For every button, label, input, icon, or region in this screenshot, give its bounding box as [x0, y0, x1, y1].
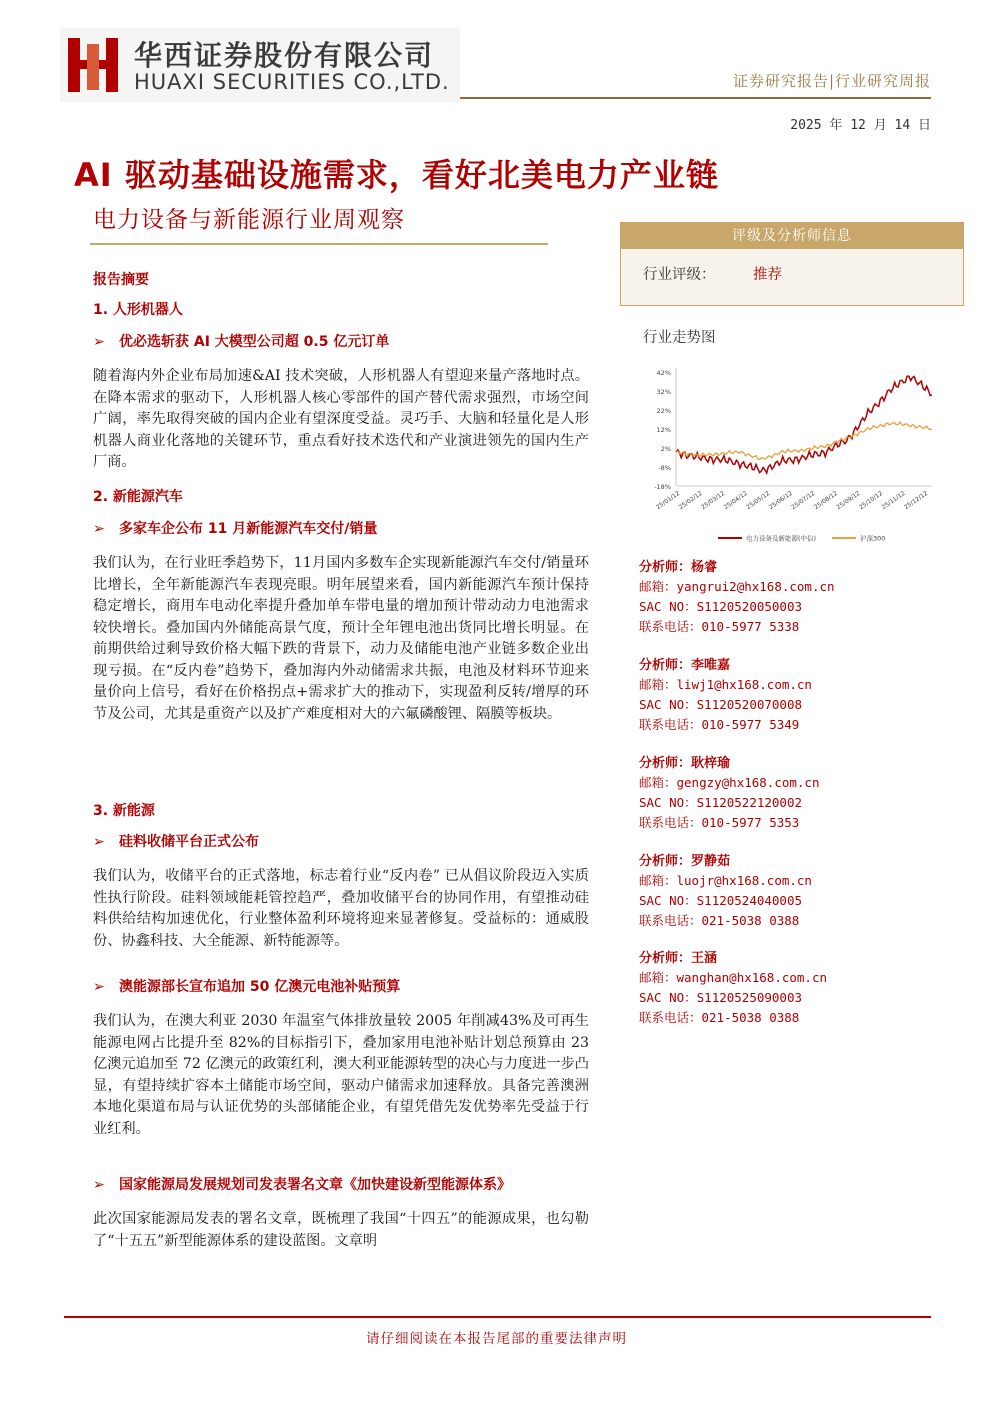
company-name-en: HUAXI SECURITIES CO.,LTD.: [134, 70, 450, 94]
trend-chart-title: 行业走势图: [643, 330, 716, 346]
header-divider: [460, 97, 931, 99]
analyst-name: 分析师：杨睿: [639, 560, 718, 575]
x-tick-label: 25/01/12: [655, 489, 682, 512]
bullet-text: 澳能源部长宣布追加 50 亿澳元电池补贴预算: [119, 979, 401, 995]
x-tick-label: 25/07/12: [790, 489, 817, 512]
subtitle-divider: [90, 243, 548, 245]
huaxi-logo-icon: [66, 34, 120, 94]
analyst-name: 分析师：耿梓瑜: [639, 756, 731, 771]
rating-box-title: 评级及分析师信息: [621, 223, 963, 249]
analyst-sac-number: SAC NO：S1120524040005: [639, 893, 803, 908]
x-tick-label: 25/03/12: [700, 489, 727, 512]
section-title: 2. 新能源汽车: [93, 489, 183, 505]
report-title: AI 驱动基础设施需求，看好北美电力产业链: [74, 156, 719, 194]
rating-value: 推荐: [753, 267, 782, 283]
x-tick-label: 25/10/12: [857, 489, 885, 512]
bullet-heading: [93, 518, 377, 538]
y-tick-label: -18%: [654, 483, 671, 491]
section-title: 3. 新能源: [93, 803, 155, 819]
company-logo: [60, 28, 460, 102]
bullet-text: 优必选斩获 AI 大模型公司超 0.5 亿元订单: [119, 334, 390, 350]
footer-divider: [64, 1316, 931, 1318]
y-tick-label: 12%: [656, 426, 671, 434]
analyst-sac-number: SAC NO：S1120525090003: [639, 990, 803, 1005]
arrow-bullet-icon: ➢: [93, 834, 105, 850]
legend-label: 沪深300: [860, 534, 886, 543]
bullet-heading: [93, 831, 259, 851]
bullet-heading: [93, 331, 389, 351]
report-subtitle: 电力设备与新能源行业周观察: [93, 207, 405, 233]
analyst-email: 邮箱：gengzy@hx168.com.cn: [639, 775, 820, 790]
analyst-name: 分析师：李唯嘉: [639, 658, 731, 673]
x-tick-label: 25/02/12: [677, 489, 704, 512]
y-tick-label: 42%: [656, 369, 671, 377]
paragraph: 随着海内外企业布局加速&AI 技术突破，人形机器人有望迎来量产落地时点。在降本需求的驱动下，人形机器人核心零部件的国产替代需求强烈，市场空间广阔，率先取得突破的国内企业有望深度受益。灵巧手、大脑和轻量化是人形机器人商业化落地的关键环节，重点看好技术迭代和产业演进领先的国内生产厂商。: [93, 368, 589, 470]
paragraph: 此次国家能源局发表的署名文章，既梳理了我国“十四五”的能源成果，也勾勒了“十五五”新型能源体系的建设蓝图。文章明: [93, 1211, 589, 1249]
y-tick-label: -8%: [658, 464, 671, 472]
report-date: 2025 年 12 月 14 日: [790, 118, 931, 133]
analyst-sac-number: SAC NO：S1120520070008: [639, 697, 803, 712]
rating-box: [620, 222, 964, 306]
company-name-cn: 华西证券股份有限公司: [134, 39, 435, 72]
x-tick-label: 25/06/12: [767, 489, 794, 512]
analyst-email: 邮箱：yangrui2@hx168.com.cn: [639, 579, 835, 594]
y-tick-label: 32%: [656, 388, 671, 396]
y-tick-label: 22%: [656, 407, 671, 415]
analyst-phone: 联系电话：021-5038 0388: [639, 913, 800, 928]
industry-trend-chart: [640, 360, 950, 550]
bullet-text: 国家能源局发展规划司发表署名文章《加快建设新型能源体系》: [119, 1177, 511, 1193]
analyst-phone: 联系电话：010-5977 5353: [639, 815, 800, 830]
report-type: 证券研究报告|行业研究周报: [732, 72, 931, 90]
analyst-email: 邮箱：wanghan@hx168.com.cn: [639, 970, 828, 985]
analyst-name: 分析师：王涵: [639, 951, 718, 966]
x-tick-label: 25/12/12: [903, 489, 930, 512]
footer-disclaimer: 请仔细阅读在本报告尾部的重要法律声明: [366, 1331, 627, 1347]
analyst-sac-number: SAC NO：S1120520050003: [639, 599, 803, 614]
paragraph: 我们认为，在行业旺季趋势下，11月国内多数车企实现新能源汽车交付/销量环比增长，全年新能源汽车表现亮眼。明年展望来看，国内新能源汽车预计保持稳定增长，商用车电动化率提升叠加单车带电量的增加预计带动动力电池需求较快增长。叠加国内外储能高景气度，预计全年锂电池出货同比增长明显。在前期供给过剩导致价格大幅下跌的背景下，动力及储能电池产业链多数企业出现亏损。在“反内卷”趋势下，叠加海内外动储需求共振，电池及材料环节迎来量价向上信号，看好在价格拐点+需求扩大的推动下，实现盈利反转/增厚的环节及公司，尤其是重资产以及扩产难度相对大的六氟磷酸锂、隔膜等板块。: [93, 555, 589, 722]
series-line-csi300: [676, 422, 932, 459]
analyst-phone: 联系电话：010-5977 5349: [639, 717, 800, 732]
legend-label: 电力设备及新能源(中信): [746, 534, 817, 543]
analyst-phone: 联系电话：021-5038 0388: [639, 1010, 800, 1025]
arrow-bullet-icon: ➢: [93, 1177, 105, 1193]
analyst-email: 邮箱：liwj1@hx168.com.cn: [639, 677, 812, 692]
analyst-email: 邮箱：luojr@hx168.com.cn: [639, 873, 812, 888]
arrow-bullet-icon: ➢: [93, 334, 105, 350]
paragraph: 我们认为，在澳大利亚 2030 年温室气体排放量较 2005 年削减43%及可再生能源电网占比提升至 82%的目标指引下，叠加家用电池补贴计划总预算由 23 亿澳元追加至 72 亿澳元的政策红利，澳大利亚能源转型的决心与力度进一步凸显，有望持续扩容本土储能市场空间，驱动户储需求加速释放。具备完善澳洲本地化渠道布局与认证优势的头部储能企业，有望凭借先发优势率先受益于行业红利。: [93, 1013, 589, 1137]
x-tick-label: 25/05/12: [745, 489, 772, 512]
analyst-name: 分析师：罗静茹: [639, 854, 731, 869]
analyst-phone: 联系电话：010-5977 5338: [639, 619, 800, 634]
bullet-heading: [93, 1174, 511, 1194]
x-tick-label: 25/04/12: [722, 489, 749, 512]
arrow-bullet-icon: ➢: [93, 521, 105, 537]
bullet-text: 多家车企公布 11 月新能源汽车交付/销量: [119, 521, 378, 537]
x-tick-label: 25/08/12: [812, 489, 839, 512]
analyst-sac-number: SAC NO：S1120522120002: [639, 795, 803, 810]
x-tick-label: 25/09/12: [835, 489, 862, 512]
bullet-text: 硅料收储平台正式公布: [119, 834, 259, 850]
y-tick-label: 2%: [660, 445, 671, 453]
series-line-industry: [676, 376, 932, 473]
bullet-heading: [93, 976, 400, 996]
section-title: 1. 人形机器人: [93, 302, 183, 318]
rating-label: 行业评级：: [643, 267, 716, 283]
paragraph: 我们认为，收储平台的正式落地，标志着行业“反内卷” 已从倡议阶段迈入实质性执行阶段。硅料领域能耗管控趋严，叠加收储平台的协同作用，有望推动硅料供给结构加速优化，行业整体盈利环境将迎来显著修复。受益标的：通威股份、协鑫科技、大全能源、新特能源等。: [93, 868, 589, 949]
arrow-bullet-icon: ➢: [93, 979, 105, 995]
summary-heading: 报告摘要: [93, 272, 149, 288]
x-tick-label: 25/11/12: [880, 489, 907, 512]
